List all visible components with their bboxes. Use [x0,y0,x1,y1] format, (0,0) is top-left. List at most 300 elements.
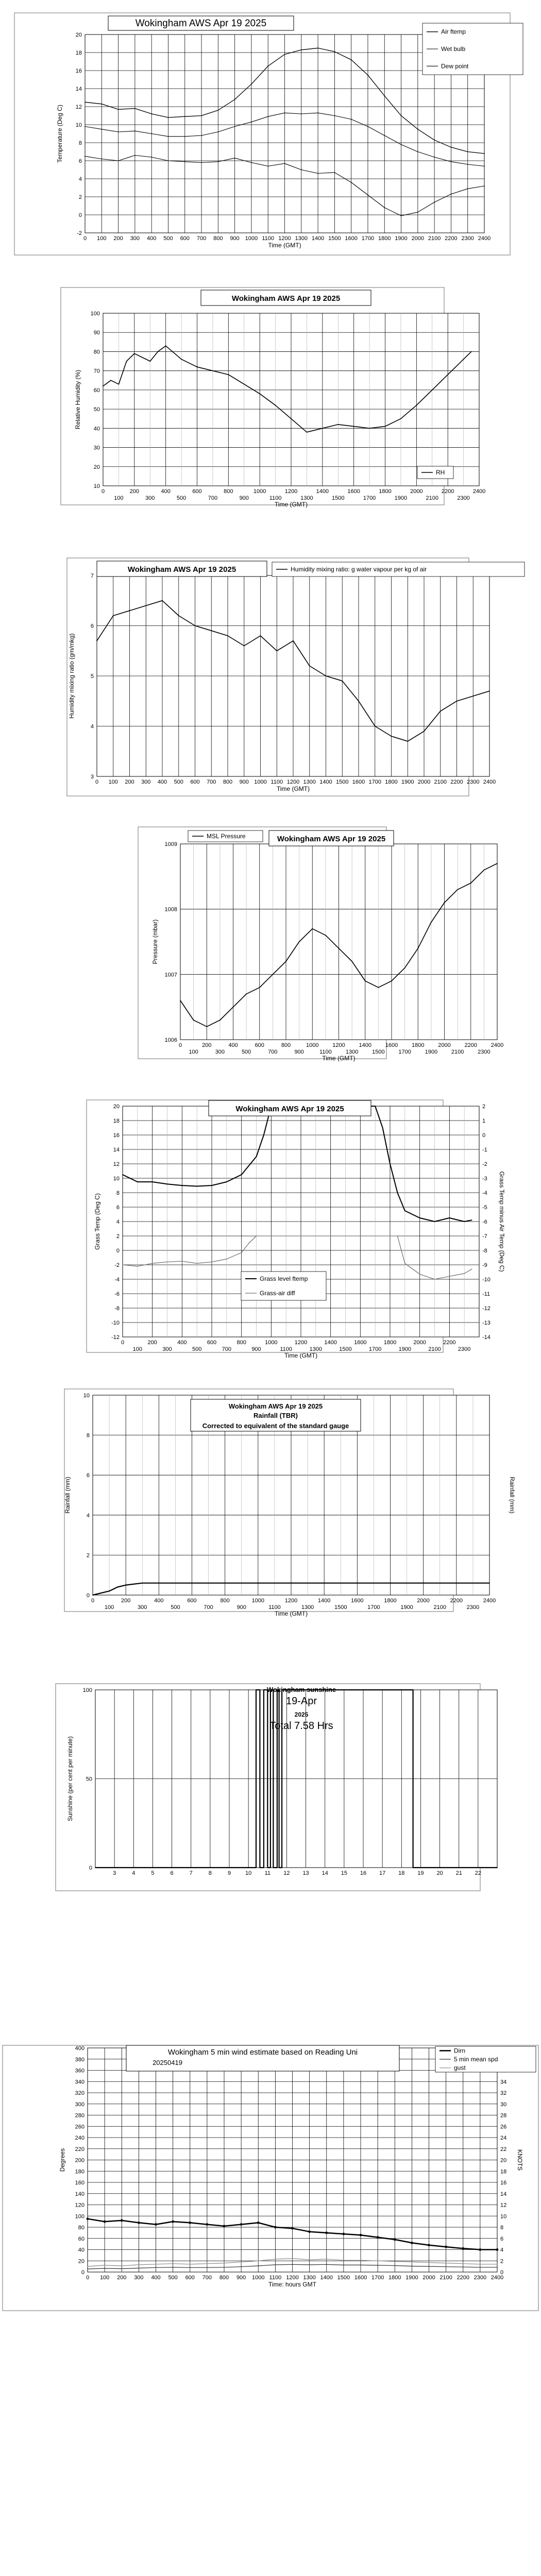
data-point [184,116,185,117]
chart-title: Wokingham 5 min wind estimate based on Reading Uni [167,2048,358,2057]
x-tick-label: 19 [417,1870,424,1876]
x-tick-label: 1600 [352,779,365,785]
chart-title: Wokingham AWS Apr 19 2025 [135,18,267,29]
x-tick-label: 1600 [354,2275,367,2281]
data-point [125,1585,126,1586]
x-tick-label: 200 [117,2275,127,2281]
x-tick-label: 600 [180,235,190,242]
x-tick-label: 700 [196,235,207,242]
data-point [317,47,318,48]
data-point [367,75,368,76]
data-point [447,374,448,375]
y-tick-label: -2 [114,1262,120,1268]
data-point [263,1134,264,1136]
x-tick-label: 900 [236,2275,246,2281]
data-point [429,2262,430,2263]
data-point [401,144,402,145]
x-tick-label: 800 [224,488,233,495]
y-right-tick-label: -4 [482,1190,487,1196]
data-point [307,432,308,433]
x-tick-label: 20 [436,1870,443,1876]
data-point [464,1273,465,1274]
x-tick-label-offset: 1700 [368,1346,382,1352]
data-point [260,1689,261,1690]
data-point [451,161,452,162]
data-point [190,2264,191,2265]
data-point [284,163,285,164]
sunshine-chart [0,1680,541,1906]
y-axis-label: Humidity mixing ratio (gm/mkg) [68,633,75,719]
y-tick-label: -6 [114,1291,120,1297]
x-tick-label-offset: 2100 [451,1049,464,1055]
data-point [87,2268,88,2269]
data-point [277,1867,278,1868]
data-point [375,726,376,727]
x-tick-label: 600 [207,1340,217,1346]
y-right-tick-label: 30 [500,2101,507,2108]
data-point [417,212,418,213]
y-tick-label: 80 [78,2225,84,2231]
legend-entry: RH [436,469,445,476]
x-tick-label: 1800 [378,235,391,242]
x-tick-label: 1900 [395,235,408,242]
data-point [260,635,261,636]
y-right-tick-label: 0 [482,1132,486,1139]
y-right-tick-label: 1 [482,1118,486,1124]
x-tick-label: 17 [379,1870,386,1876]
y-right-tick-label: 28 [500,2112,507,2119]
wind-chart [0,2040,541,2318]
y-tick-label: -2 [77,230,82,236]
data-point [470,883,471,884]
x-tick-label: 600 [185,2275,195,2281]
x-tick-label: 2400 [472,488,486,495]
x-tick-label: 1000 [253,488,266,495]
data-point [390,1163,391,1164]
data-point [299,941,300,942]
x-tick-label: 1900 [405,2275,418,2281]
y-tick-label: 0 [81,2269,84,2276]
y-tick-label: 20 [93,464,100,470]
y-tick-label: 50 [93,406,100,413]
data-point [384,207,385,208]
y-right-tick-label: -12 [482,1306,491,1312]
data-point [391,736,392,737]
data-point [342,681,343,682]
x-tick-label: 400 [146,235,157,242]
x-tick-label: 1400 [324,1340,337,1346]
x-tick-label-offset: 1500 [372,1049,385,1055]
data-point [413,1689,414,1690]
y-tick-label: 1007 [164,972,177,978]
data-point [489,690,490,691]
data-point [404,1263,405,1264]
data-point [343,2265,344,2266]
y-tick-label: 160 [75,2180,84,2186]
x-tick-label: 700 [202,2275,212,2281]
y-tick-label: 8 [116,1190,120,1196]
x-tick-label: 0 [178,1042,182,1048]
x-tick-label: 400 [161,488,171,495]
legend-entry: Wet bulb [441,45,466,53]
x-tick-label: 800 [219,2275,229,2281]
data-point [234,99,235,100]
x-tick-label: 1100 [270,779,283,785]
x-tick-label-offset: 1900 [394,495,408,501]
x-tick-label-offset: 1500 [334,1604,347,1611]
data-point [84,156,86,157]
x-tick-label-offset: 1500 [339,1346,352,1352]
data-point [109,1590,110,1591]
x-tick-label-offset: 1900 [398,1346,412,1352]
data-point [173,2267,174,2268]
data-point [103,386,104,387]
legend-entry: 5 min mean spd [454,2056,498,2063]
x-tick-label: 1400 [319,779,332,785]
x-tick-label: 1000 [252,2275,265,2281]
data-point [317,173,318,174]
data-point [351,182,352,183]
y-right-tick-label: -10 [482,1277,491,1283]
data-point [226,1259,227,1260]
y-tick-label: 380 [75,2056,84,2063]
y-axis-label: Sunshine (per cent per minute) [66,1736,74,1821]
y-tick-label: 40 [93,426,100,432]
data-point [181,1185,182,1186]
data-point [201,115,202,116]
data-point [358,701,359,702]
data-point [445,2246,447,2248]
data-point [134,155,136,156]
chart-subtitle: 20250419 [153,2059,182,2066]
x-tick-label: 800 [281,1042,291,1048]
data-point [129,610,130,611]
data-point [197,366,198,367]
x-tick-label: 1200 [286,2275,299,2281]
y-tick-label: 40 [78,2247,84,2253]
data-point [96,640,97,641]
data-point [256,1156,257,1157]
data-point [382,1127,383,1128]
data-point [434,140,435,141]
x-tick-label: 2200 [441,488,454,495]
data-point [224,2267,225,2268]
y-tick-label: 340 [75,2079,84,2086]
x-tick-label-offset: 1300 [345,1049,359,1055]
data-point [256,1689,257,1690]
air-temperature-chart [0,8,541,265]
y-tick-label: 240 [75,2135,84,2141]
chart-title: Wokingham sunshine [266,1686,336,1693]
data-point [309,666,310,667]
y-tick-label: 140 [75,2191,84,2197]
y-axis-label: Grass Temp (Deg C) [94,1193,101,1250]
data-point [284,112,285,113]
data-point [446,2263,447,2264]
y-tick-label: 50 [86,1776,92,1783]
data-point [168,117,169,118]
data-point [326,2259,327,2260]
y-tick-label: 80 [93,349,100,355]
y-right-tick-label: 16 [500,2180,507,2186]
data-point [256,1235,257,1236]
x-tick-label: 2400 [483,779,496,785]
x-tick-label: 100 [99,2275,110,2281]
x-tick-label: 1400 [359,1042,371,1048]
y-right-axis-label: Grass Temp minus Air Temp (Deg C) [498,1171,505,1272]
y-tick-label: 4 [78,176,82,182]
data-point [291,2227,294,2230]
y-right-tick-label: 22 [500,2146,507,2153]
y-tick-label: 300 [75,2101,84,2108]
data-point [138,2222,140,2224]
y-right-tick-label: -14 [482,1334,491,1341]
x-tick-label-offset: 500 [171,1604,180,1611]
data-point [400,418,401,419]
data-point [211,630,212,631]
y-tick-label: 14 [113,1147,120,1153]
data-point [267,116,268,117]
data-point [467,164,468,165]
data-point [258,2260,259,2261]
data-point [223,2225,226,2227]
x-tick-label-offset: 100 [104,1604,114,1611]
y-tick-label: 1006 [164,1037,177,1043]
data-point [206,1026,207,1027]
x-tick-label: 1600 [351,1598,364,1604]
data-point [263,1689,264,1690]
data-point [326,2264,327,2265]
data-point [411,2242,413,2244]
x-axis-label: Time (GMT) [276,785,310,792]
x-tick-label: 1200 [332,1042,345,1048]
data-point [217,131,218,132]
data-point [497,1867,498,1868]
data-point [394,2261,395,2262]
x-tick-label: 14 [322,1870,328,1876]
data-point [227,635,228,636]
x-tick-label: 800 [213,235,223,242]
y-tick-label: 10 [83,1393,90,1399]
x-tick-label: 2000 [438,1042,451,1048]
x-tick-label-offset: 1700 [367,1604,380,1611]
y-right-tick-label: -6 [482,1219,487,1225]
x-tick-label-offset: 500 [241,1049,251,1055]
y-right-tick-label: 4 [500,2247,504,2253]
y-tick-label: 18 [113,1118,120,1124]
data-point [158,351,159,352]
data-point [353,426,354,427]
y-right-tick-label: 2 [500,2258,504,2265]
x-tick-label-offset: 2300 [466,1604,480,1611]
data-point [431,922,432,923]
y-tick-label: 360 [75,2067,84,2074]
x-tick-label: 400 [151,2275,161,2281]
y-tick-label: 8 [86,1432,90,1439]
data-point [134,353,135,354]
x-tick-label: 13 [302,1870,309,1876]
data-point [156,2267,157,2268]
y-tick-label: 3 [90,774,94,780]
x-tick-label: 800 [220,1598,230,1604]
data-point [434,157,435,158]
chart-annotation: Corrected to equivalent of the standard gauge [202,1422,349,1430]
y-tick-label: 8 [78,140,82,146]
data-point [401,215,402,216]
y-tick-label: 0 [89,1865,92,1871]
data-point [404,968,405,969]
y-right-tick-label: 8 [500,2225,504,2231]
y-tick-label: 180 [75,2168,84,2175]
x-tick-label: 15 [341,1870,347,1876]
x-tick-label: 1200 [286,779,300,785]
data-point [138,2264,139,2265]
x-tick-label: 1800 [388,2275,401,2281]
data-point [417,129,418,130]
data-point [463,2266,464,2267]
data-point [241,2262,242,2263]
x-tick-label: 200 [202,1042,212,1048]
data-point [496,2248,499,2251]
data-point [226,1181,227,1182]
x-tick-label: 1400 [311,235,325,242]
x-tick-label: 1200 [284,1598,298,1604]
x-tick-label: 200 [125,779,134,785]
data-point [322,428,323,429]
data-point [369,428,370,429]
data-point [471,1219,472,1221]
x-tick-label: 1300 [295,235,308,242]
y-tick-label: 280 [75,2112,84,2119]
y-tick-label: 60 [93,387,100,394]
data-point [165,345,166,346]
data-point [401,115,402,116]
data-point [211,1185,212,1186]
data-point [275,405,276,406]
data-point [110,380,111,381]
x-tick-label: 3 [113,1870,116,1876]
data-point [234,126,235,127]
x-tick-label: 200 [113,235,123,242]
data-point [104,2221,106,2223]
data-point [457,889,458,890]
x-tick-label: 600 [190,779,200,785]
x-tick-label: 400 [154,1598,164,1604]
y-tick-label: 2 [78,194,82,200]
y-tick-label: 220 [75,2146,84,2153]
data-point [251,162,252,163]
x-tick-label: 2200 [445,235,458,242]
x-tick-label: 16 [360,1870,367,1876]
chart-total: Total 7.58 Hrs [269,1720,333,1732]
x-tick-label: 2100 [428,235,441,242]
chart-subtitle: Rainfall (TBR) [253,1412,298,1419]
x-tick-label: 9 [227,1870,231,1876]
y-right-tick-label: -2 [482,1161,487,1167]
x-tick-label: 200 [147,1340,157,1346]
y-tick-label: 4 [116,1219,120,1225]
x-tick-label-offset: 900 [239,495,249,501]
x-tick-label-offset: 1700 [363,495,376,501]
data-point [484,185,485,187]
data-point [489,1583,490,1584]
data-point [251,122,252,123]
x-tick-label: 2200 [450,779,463,785]
data-point [138,2267,139,2268]
x-axis-label: Time (GMT) [268,242,301,249]
x-tick-label-offset: 700 [268,1049,278,1055]
data-point [104,2268,105,2269]
x-tick-label: 2400 [491,2275,504,2281]
data-point [342,2233,345,2235]
y-tick-label: 60 [78,2235,84,2242]
data-point [308,2230,311,2233]
data-point [241,1174,242,1175]
x-tick-label: 200 [121,1598,131,1604]
data-point [325,935,326,936]
data-point [385,426,386,427]
legend-entry: Humidity mixing ratio: g water vapour per kg of air [291,566,427,573]
data-point [377,2236,379,2239]
x-tick-label-offset: 1500 [332,495,345,501]
chart-title: Wokingham AWS Apr 19 2025 [127,565,236,574]
data-point [201,162,202,163]
y-tick-label: 120 [75,2202,84,2209]
y-tick-label: 6 [116,1205,120,1211]
y-right-tick-label: 32 [500,2090,507,2096]
data-point [137,1181,138,1182]
y-right-tick-label: 10 [500,2213,507,2220]
data-point [217,110,218,111]
chart-title: Wokingham AWS Apr 19 2025 [277,835,386,843]
x-tick-label-offset: 500 [192,1346,202,1352]
data-point [384,95,385,96]
data-point [281,1867,282,1868]
y-tick-label: 90 [93,330,100,336]
data-point [464,1221,465,1222]
data-point [152,1263,153,1264]
data-point [272,974,273,975]
data-point [471,351,472,352]
x-tick-label-offset: 1300 [309,1346,323,1352]
data-point [178,615,179,616]
y-tick-label: 16 [113,1132,120,1139]
x-tick-label: 2200 [464,1042,477,1048]
x-tick-label: 0 [95,779,99,785]
data-point [480,2267,481,2268]
data-point [449,1217,450,1218]
x-tick-label: 800 [236,1340,246,1346]
x-tick-label: 2300 [461,235,474,242]
data-point [246,993,247,994]
data-point [244,384,245,385]
data-point [326,675,327,676]
x-tick-label: 0 [91,1598,95,1604]
chart-date: 19-Apr [285,1696,317,1707]
x-tick-label: 1400 [320,2275,333,2281]
y-tick-label: 2 [86,1552,90,1559]
x-tick-label: 1600 [345,235,358,242]
data-point [291,418,292,419]
y-axis-label: Rainfall (mm) [64,1477,71,1514]
x-tick-label: 1500 [337,2275,350,2281]
data-point [207,2263,208,2264]
x-axis-label: Time (GMT) [274,501,308,508]
data-point [285,961,286,962]
x-tick-label: 600 [192,488,202,495]
x-tick-label-offset: 900 [294,1049,304,1055]
y-right-tick-label: -3 [482,1176,487,1182]
